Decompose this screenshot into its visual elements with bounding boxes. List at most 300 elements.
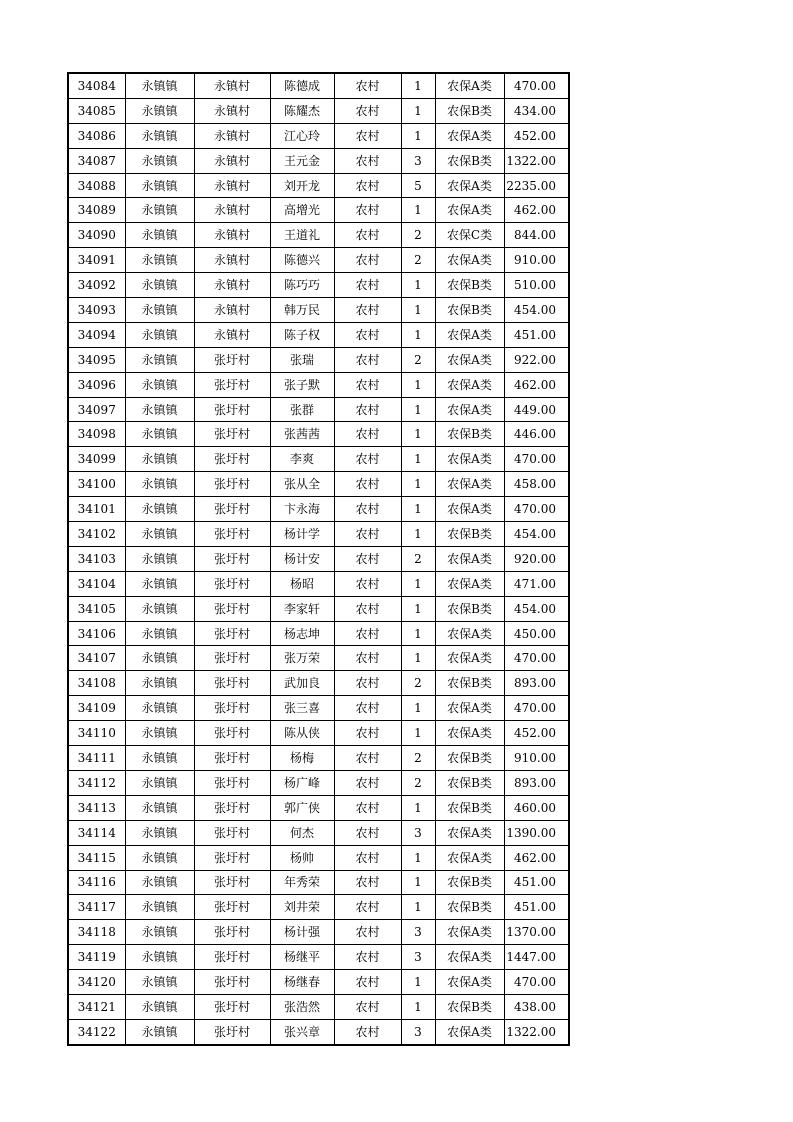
cell-village: 张圩村 — [194, 945, 270, 970]
cell-household-size: 1 — [401, 73, 435, 98]
cell-amount: 471.00 — [504, 571, 569, 596]
cell-area-type: 农村 — [334, 746, 401, 771]
cell-town: 永镇镇 — [125, 895, 194, 920]
cell-village: 张圩村 — [194, 447, 270, 472]
cell-town: 永镇镇 — [125, 397, 194, 422]
table-row — [68, 646, 569, 671]
cell-insurance-class: 农保B类 — [435, 994, 504, 1019]
cell-person-name: 江心玲 — [270, 123, 334, 148]
cell-village: 张圩村 — [194, 994, 270, 1019]
table-row — [68, 472, 569, 497]
cell-town: 永镇镇 — [125, 994, 194, 1019]
cell-village: 永镇村 — [194, 73, 270, 98]
cell-town: 永镇镇 — [125, 696, 194, 721]
cell-person-name: 杨计学 — [270, 522, 334, 547]
cell-amount: 910.00 — [504, 248, 569, 273]
cell-household-size: 1 — [401, 721, 435, 746]
cell-insurance-class: 农保B类 — [435, 870, 504, 895]
cell-amount: 462.00 — [504, 198, 569, 223]
table-row — [68, 696, 569, 721]
cell-town: 永镇镇 — [125, 795, 194, 820]
cell-record-id: 34122 — [68, 1019, 125, 1044]
cell-record-id: 34094 — [68, 322, 125, 347]
cell-insurance-class: 农保A类 — [435, 646, 504, 671]
table-row — [68, 372, 569, 397]
cell-village: 永镇村 — [194, 173, 270, 198]
cell-record-id: 34095 — [68, 347, 125, 372]
cell-village: 张圩村 — [194, 472, 270, 497]
cell-household-size: 3 — [401, 820, 435, 845]
cell-amount: 893.00 — [504, 770, 569, 795]
cell-household-size: 2 — [401, 248, 435, 273]
table-row — [68, 1019, 569, 1044]
cell-person-name: 杨志坤 — [270, 621, 334, 646]
cell-village: 永镇村 — [194, 248, 270, 273]
cell-person-name: 武加良 — [270, 671, 334, 696]
cell-household-size: 1 — [401, 621, 435, 646]
cell-record-id: 34107 — [68, 646, 125, 671]
cell-person-name: 张子默 — [270, 372, 334, 397]
cell-household-size: 2 — [401, 770, 435, 795]
cell-area-type: 农村 — [334, 198, 401, 223]
cell-record-id: 34117 — [68, 895, 125, 920]
cell-insurance-class: 农保A类 — [435, 845, 504, 870]
table-row — [68, 746, 569, 771]
cell-person-name: 刘井荣 — [270, 895, 334, 920]
cell-amount: 1390.00 — [504, 820, 569, 845]
cell-amount: 452.00 — [504, 123, 569, 148]
cell-insurance-class: 农保B类 — [435, 148, 504, 173]
cell-record-id: 34114 — [68, 820, 125, 845]
cell-insurance-class: 农保A类 — [435, 372, 504, 397]
cell-town: 永镇镇 — [125, 870, 194, 895]
cell-area-type: 农村 — [334, 322, 401, 347]
cell-household-size: 1 — [401, 870, 435, 895]
cell-amount: 451.00 — [504, 870, 569, 895]
table-row — [68, 397, 569, 422]
cell-village: 张圩村 — [194, 671, 270, 696]
cell-insurance-class: 农保A类 — [435, 696, 504, 721]
cell-insurance-class: 农保A类 — [435, 945, 504, 970]
table-row — [68, 721, 569, 746]
cell-town: 永镇镇 — [125, 571, 194, 596]
cell-household-size: 1 — [401, 397, 435, 422]
record-table — [67, 72, 570, 1046]
cell-village: 张圩村 — [194, 746, 270, 771]
cell-amount: 893.00 — [504, 671, 569, 696]
cell-town: 永镇镇 — [125, 522, 194, 547]
cell-town: 永镇镇 — [125, 123, 194, 148]
cell-person-name: 张浩然 — [270, 994, 334, 1019]
cell-town: 永镇镇 — [125, 970, 194, 995]
cell-person-name: 郭广侠 — [270, 795, 334, 820]
cell-village: 张圩村 — [194, 372, 270, 397]
table-row — [68, 970, 569, 995]
cell-village: 张圩村 — [194, 795, 270, 820]
cell-person-name: 陈巧巧 — [270, 273, 334, 298]
cell-insurance-class: 农保A类 — [435, 472, 504, 497]
table-row — [68, 571, 569, 596]
cell-amount: 2235.00 — [504, 173, 569, 198]
cell-amount: 449.00 — [504, 397, 569, 422]
cell-town: 永镇镇 — [125, 845, 194, 870]
cell-area-type: 农村 — [334, 721, 401, 746]
cell-person-name: 陈子权 — [270, 322, 334, 347]
cell-insurance-class: 农保B类 — [435, 770, 504, 795]
cell-town: 永镇镇 — [125, 347, 194, 372]
cell-record-id: 34092 — [68, 273, 125, 298]
cell-person-name: 杨继平 — [270, 945, 334, 970]
cell-insurance-class: 农保B类 — [435, 422, 504, 447]
table-row — [68, 621, 569, 646]
cell-household-size: 1 — [401, 795, 435, 820]
cell-household-size: 1 — [401, 372, 435, 397]
cell-amount: 458.00 — [504, 472, 569, 497]
cell-record-id: 34109 — [68, 696, 125, 721]
table-row — [68, 795, 569, 820]
table-row — [68, 596, 569, 621]
table-row — [68, 123, 569, 148]
cell-insurance-class: 农保B类 — [435, 98, 504, 123]
cell-village: 张圩村 — [194, 721, 270, 746]
cell-household-size: 1 — [401, 497, 435, 522]
cell-town: 永镇镇 — [125, 497, 194, 522]
cell-insurance-class: 农保A类 — [435, 173, 504, 198]
cell-household-size: 1 — [401, 322, 435, 347]
cell-household-size: 1 — [401, 646, 435, 671]
cell-area-type: 农村 — [334, 447, 401, 472]
cell-amount: 470.00 — [504, 73, 569, 98]
cell-record-id: 34104 — [68, 571, 125, 596]
table-row — [68, 148, 569, 173]
cell-amount: 450.00 — [504, 621, 569, 646]
cell-area-type: 农村 — [334, 970, 401, 995]
cell-person-name: 张瑞 — [270, 347, 334, 372]
cell-village: 张圩村 — [194, 546, 270, 571]
cell-village: 张圩村 — [194, 696, 270, 721]
cell-area-type: 农村 — [334, 1019, 401, 1044]
cell-household-size: 2 — [401, 347, 435, 372]
cell-insurance-class: 农保A类 — [435, 920, 504, 945]
cell-insurance-class: 农保B类 — [435, 522, 504, 547]
cell-amount: 462.00 — [504, 845, 569, 870]
cell-village: 张圩村 — [194, 596, 270, 621]
cell-insurance-class: 农保A类 — [435, 447, 504, 472]
cell-record-id: 34112 — [68, 770, 125, 795]
cell-area-type: 农村 — [334, 994, 401, 1019]
cell-amount: 434.00 — [504, 98, 569, 123]
cell-record-id: 34085 — [68, 98, 125, 123]
cell-insurance-class: 农保A类 — [435, 248, 504, 273]
cell-town: 永镇镇 — [125, 73, 194, 98]
cell-person-name: 高增光 — [270, 198, 334, 223]
cell-area-type: 农村 — [334, 621, 401, 646]
cell-amount: 460.00 — [504, 795, 569, 820]
cell-household-size: 1 — [401, 696, 435, 721]
cell-household-size: 3 — [401, 920, 435, 945]
cell-insurance-class: 农保A类 — [435, 198, 504, 223]
cell-village: 张圩村 — [194, 970, 270, 995]
cell-household-size: 3 — [401, 148, 435, 173]
table-row — [68, 322, 569, 347]
table-row — [68, 273, 569, 298]
cell-amount: 454.00 — [504, 298, 569, 323]
table-row — [68, 223, 569, 248]
cell-household-size: 2 — [401, 746, 435, 771]
table-row — [68, 98, 569, 123]
cell-insurance-class: 农保A类 — [435, 497, 504, 522]
cell-record-id: 34098 — [68, 422, 125, 447]
table-row — [68, 347, 569, 372]
cell-amount: 454.00 — [504, 522, 569, 547]
cell-insurance-class: 农保A类 — [435, 820, 504, 845]
cell-insurance-class: 农保A类 — [435, 322, 504, 347]
cell-household-size: 1 — [401, 571, 435, 596]
cell-record-id: 34089 — [68, 198, 125, 223]
cell-town: 永镇镇 — [125, 546, 194, 571]
cell-household-size: 2 — [401, 546, 435, 571]
cell-amount: 910.00 — [504, 746, 569, 771]
cell-person-name: 何杰 — [270, 820, 334, 845]
cell-area-type: 农村 — [334, 298, 401, 323]
cell-record-id: 34115 — [68, 845, 125, 870]
cell-person-name: 年秀荣 — [270, 870, 334, 895]
cell-village: 永镇村 — [194, 273, 270, 298]
cell-insurance-class: 农保A类 — [435, 123, 504, 148]
cell-household-size: 1 — [401, 994, 435, 1019]
cell-person-name: 张万荣 — [270, 646, 334, 671]
cell-person-name: 陈德成 — [270, 73, 334, 98]
table-row — [68, 671, 569, 696]
cell-village: 永镇村 — [194, 148, 270, 173]
cell-town: 永镇镇 — [125, 945, 194, 970]
cell-amount: 510.00 — [504, 273, 569, 298]
cell-household-size: 1 — [401, 198, 435, 223]
cell-household-size: 1 — [401, 98, 435, 123]
cell-record-id: 34103 — [68, 546, 125, 571]
cell-person-name: 张兴章 — [270, 1019, 334, 1044]
cell-amount: 451.00 — [504, 322, 569, 347]
cell-insurance-class: 农保B类 — [435, 746, 504, 771]
cell-town: 永镇镇 — [125, 820, 194, 845]
cell-household-size: 1 — [401, 895, 435, 920]
cell-amount: 844.00 — [504, 223, 569, 248]
cell-household-size: 1 — [401, 422, 435, 447]
table-row — [68, 994, 569, 1019]
cell-village: 张圩村 — [194, 820, 270, 845]
cell-amount: 922.00 — [504, 347, 569, 372]
cell-town: 永镇镇 — [125, 920, 194, 945]
cell-area-type: 农村 — [334, 945, 401, 970]
cell-area-type: 农村 — [334, 173, 401, 198]
table-row — [68, 820, 569, 845]
cell-person-name: 张三喜 — [270, 696, 334, 721]
cell-area-type: 农村 — [334, 397, 401, 422]
cell-record-id: 34121 — [68, 994, 125, 1019]
cell-household-size: 2 — [401, 223, 435, 248]
table-row — [68, 248, 569, 273]
cell-amount: 470.00 — [504, 696, 569, 721]
table-row — [68, 447, 569, 472]
cell-person-name: 杨昭 — [270, 571, 334, 596]
cell-record-id: 34093 — [68, 298, 125, 323]
cell-person-name: 王道礼 — [270, 223, 334, 248]
cell-village: 张圩村 — [194, 571, 270, 596]
cell-record-id: 34111 — [68, 746, 125, 771]
cell-area-type: 农村 — [334, 845, 401, 870]
cell-town: 永镇镇 — [125, 621, 194, 646]
cell-area-type: 农村 — [334, 98, 401, 123]
cell-amount: 438.00 — [504, 994, 569, 1019]
cell-area-type: 农村 — [334, 472, 401, 497]
cell-area-type: 农村 — [334, 571, 401, 596]
cell-amount: 1322.00 — [504, 148, 569, 173]
cell-town: 永镇镇 — [125, 372, 194, 397]
table-row — [68, 198, 569, 223]
cell-amount: 452.00 — [504, 721, 569, 746]
cell-insurance-class: 农保B类 — [435, 273, 504, 298]
cell-town: 永镇镇 — [125, 746, 194, 771]
cell-person-name: 杨继春 — [270, 970, 334, 995]
cell-person-name: 张群 — [270, 397, 334, 422]
cell-record-id: 34116 — [68, 870, 125, 895]
cell-amount: 451.00 — [504, 895, 569, 920]
cell-insurance-class: 农保A类 — [435, 721, 504, 746]
cell-village: 永镇村 — [194, 198, 270, 223]
cell-town: 永镇镇 — [125, 248, 194, 273]
cell-record-id: 34101 — [68, 497, 125, 522]
cell-record-id: 34113 — [68, 795, 125, 820]
cell-person-name: 刘开龙 — [270, 173, 334, 198]
cell-amount: 1322.00 — [504, 1019, 569, 1044]
cell-amount: 446.00 — [504, 422, 569, 447]
cell-household-size: 1 — [401, 123, 435, 148]
cell-insurance-class: 农保A类 — [435, 1019, 504, 1044]
table-row — [68, 73, 569, 98]
table-row — [68, 945, 569, 970]
cell-person-name: 张茜茜 — [270, 422, 334, 447]
cell-record-id: 34108 — [68, 671, 125, 696]
cell-area-type: 农村 — [334, 820, 401, 845]
cell-town: 永镇镇 — [125, 322, 194, 347]
cell-town: 永镇镇 — [125, 646, 194, 671]
cell-area-type: 农村 — [334, 422, 401, 447]
cell-amount: 470.00 — [504, 447, 569, 472]
cell-area-type: 农村 — [334, 596, 401, 621]
table-row — [68, 895, 569, 920]
cell-person-name: 王元金 — [270, 148, 334, 173]
cell-record-id: 34100 — [68, 472, 125, 497]
cell-person-name: 韩万民 — [270, 298, 334, 323]
cell-insurance-class: 农保A类 — [435, 970, 504, 995]
cell-amount: 454.00 — [504, 596, 569, 621]
cell-insurance-class: 农保B类 — [435, 795, 504, 820]
cell-area-type: 农村 — [334, 895, 401, 920]
cell-insurance-class: 农保A类 — [435, 347, 504, 372]
cell-person-name: 杨帅 — [270, 845, 334, 870]
cell-area-type: 农村 — [334, 148, 401, 173]
cell-insurance-class: 农保A类 — [435, 397, 504, 422]
table-row — [68, 770, 569, 795]
cell-record-id: 34091 — [68, 248, 125, 273]
cell-person-name: 杨梅 — [270, 746, 334, 771]
cell-insurance-class: 农保C类 — [435, 223, 504, 248]
cell-record-id: 34087 — [68, 148, 125, 173]
cell-area-type: 农村 — [334, 273, 401, 298]
cell-village: 张圩村 — [194, 347, 270, 372]
cell-area-type: 农村 — [334, 372, 401, 397]
cell-record-id: 34120 — [68, 970, 125, 995]
cell-town: 永镇镇 — [125, 721, 194, 746]
cell-record-id: 34090 — [68, 223, 125, 248]
cell-town: 永镇镇 — [125, 447, 194, 472]
cell-amount: 1370.00 — [504, 920, 569, 945]
cell-household-size: 1 — [401, 522, 435, 547]
cell-area-type: 农村 — [334, 870, 401, 895]
table-row — [68, 173, 569, 198]
table-row — [68, 497, 569, 522]
cell-town: 永镇镇 — [125, 173, 194, 198]
cell-record-id: 34096 — [68, 372, 125, 397]
cell-village: 永镇村 — [194, 123, 270, 148]
cell-insurance-class: 农保B类 — [435, 596, 504, 621]
cell-record-id: 34084 — [68, 73, 125, 98]
cell-household-size: 5 — [401, 173, 435, 198]
cell-town: 永镇镇 — [125, 298, 194, 323]
cell-area-type: 农村 — [334, 920, 401, 945]
cell-area-type: 农村 — [334, 248, 401, 273]
cell-town: 永镇镇 — [125, 671, 194, 696]
cell-record-id: 34105 — [68, 596, 125, 621]
table-row — [68, 298, 569, 323]
cell-household-size: 3 — [401, 1019, 435, 1044]
cell-record-id: 34097 — [68, 397, 125, 422]
cell-village: 张圩村 — [194, 522, 270, 547]
cell-area-type: 农村 — [334, 546, 401, 571]
table-row — [68, 870, 569, 895]
cell-area-type: 农村 — [334, 671, 401, 696]
cell-household-size: 1 — [401, 472, 435, 497]
cell-town: 永镇镇 — [125, 148, 194, 173]
cell-record-id: 34110 — [68, 721, 125, 746]
cell-record-id: 34118 — [68, 920, 125, 945]
cell-person-name: 陈德兴 — [270, 248, 334, 273]
cell-insurance-class: 农保A类 — [435, 621, 504, 646]
cell-person-name: 陈从侠 — [270, 721, 334, 746]
cell-household-size: 1 — [401, 298, 435, 323]
cell-person-name: 杨计安 — [270, 546, 334, 571]
cell-person-name: 卞永海 — [270, 497, 334, 522]
cell-area-type: 农村 — [334, 73, 401, 98]
cell-town: 永镇镇 — [125, 596, 194, 621]
cell-amount: 462.00 — [504, 372, 569, 397]
cell-household-size: 2 — [401, 671, 435, 696]
cell-town: 永镇镇 — [125, 273, 194, 298]
cell-record-id: 34088 — [68, 173, 125, 198]
cell-village: 张圩村 — [194, 497, 270, 522]
cell-insurance-class: 农保B类 — [435, 671, 504, 696]
table-row — [68, 920, 569, 945]
cell-household-size: 1 — [401, 970, 435, 995]
cell-village: 张圩村 — [194, 397, 270, 422]
cell-insurance-class: 农保A类 — [435, 73, 504, 98]
cell-record-id: 34119 — [68, 945, 125, 970]
cell-village: 张圩村 — [194, 895, 270, 920]
cell-village: 张圩村 — [194, 422, 270, 447]
cell-area-type: 农村 — [334, 696, 401, 721]
cell-village: 张圩村 — [194, 920, 270, 945]
cell-person-name: 张从全 — [270, 472, 334, 497]
